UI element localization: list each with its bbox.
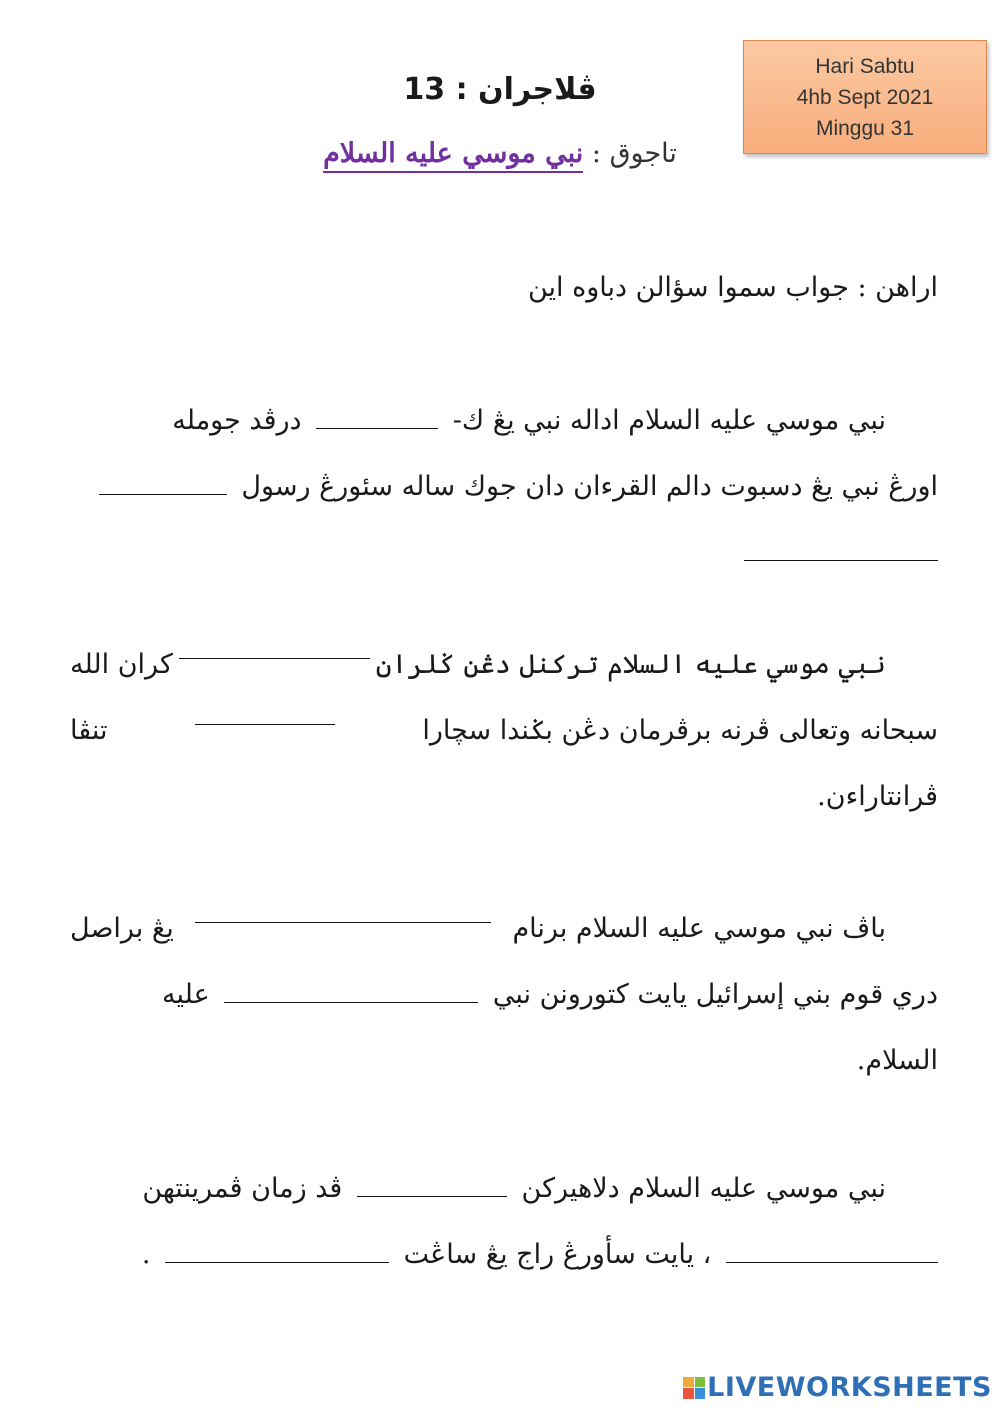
- question-4: [70, 1156, 938, 1288]
- question-line: [70, 520, 938, 586]
- date-week: Minggu 31: [815, 116, 915, 140]
- question-line: ڤرانتاراءن.: [817, 781, 938, 812]
- answer-blank[interactable]: [744, 534, 938, 561]
- answer-blank[interactable]: [165, 1236, 389, 1263]
- topic-label: تاجوق :: [591, 138, 677, 169]
- question-line: باڤ نبي موسي عليه السلام برنام يڠ براصل: [70, 896, 938, 962]
- answer-blank[interactable]: [179, 632, 370, 659]
- question-line: السلام.: [856, 1045, 938, 1076]
- question-line: نبي موسي عليه السلام تركنل دڠن ݢلران كران الله: [70, 632, 938, 698]
- answer-blank[interactable]: [316, 402, 438, 429]
- answer-blank[interactable]: [224, 976, 478, 1003]
- liveworksheets-logo: [683, 1372, 992, 1403]
- answer-blank[interactable]: [726, 1236, 938, 1263]
- topic-heading: [300, 138, 700, 169]
- topic-title: نبي موسي عليه السلام: [323, 138, 583, 173]
- question-1: [70, 388, 938, 586]
- question-line: نبي موسي عليه السلام اداله نبي يڠ ك- درڤد جومله: [70, 388, 938, 454]
- logo-text: LIVEWORKSHEETS: [707, 1372, 992, 1403]
- question-line: ، يايت سأورڠ راج يڠ ساڠت .: [70, 1222, 938, 1288]
- date-note-box: [743, 40, 987, 154]
- answer-blank[interactable]: [195, 896, 491, 923]
- question-2: [70, 632, 938, 830]
- date-day: Hari Sabtu: [815, 54, 915, 78]
- question-3: [70, 896, 938, 1094]
- answer-blank[interactable]: [195, 698, 335, 725]
- liveworksheets-logo-icon: [683, 1377, 705, 1399]
- question-line: نبي موسي عليه السلام دلاهيركن ڤد زمان ڤمرينتهن: [70, 1156, 938, 1222]
- question-line: اورڠ نبي يڠ دسبوت دالم القرءان دان جوك ساله سئورڠ رسول: [70, 454, 938, 520]
- question-line: دري قوم بني إسرائيل يايت كتورونن نبي عليه: [70, 962, 938, 1028]
- answer-blank[interactable]: [99, 468, 227, 495]
- instruction: اراهن : جواب سموا سؤالن دباوه اين: [527, 272, 938, 303]
- answer-blank[interactable]: [357, 1170, 507, 1197]
- lesson-number: ڤلاجران : 13: [403, 72, 597, 107]
- question-line: سبحانه وتعالى ڤرنه برڤرمان دڠن بݢندا سچارا تنڤا: [70, 698, 938, 764]
- date-full: 4hb Sept 2021: [796, 85, 934, 109]
